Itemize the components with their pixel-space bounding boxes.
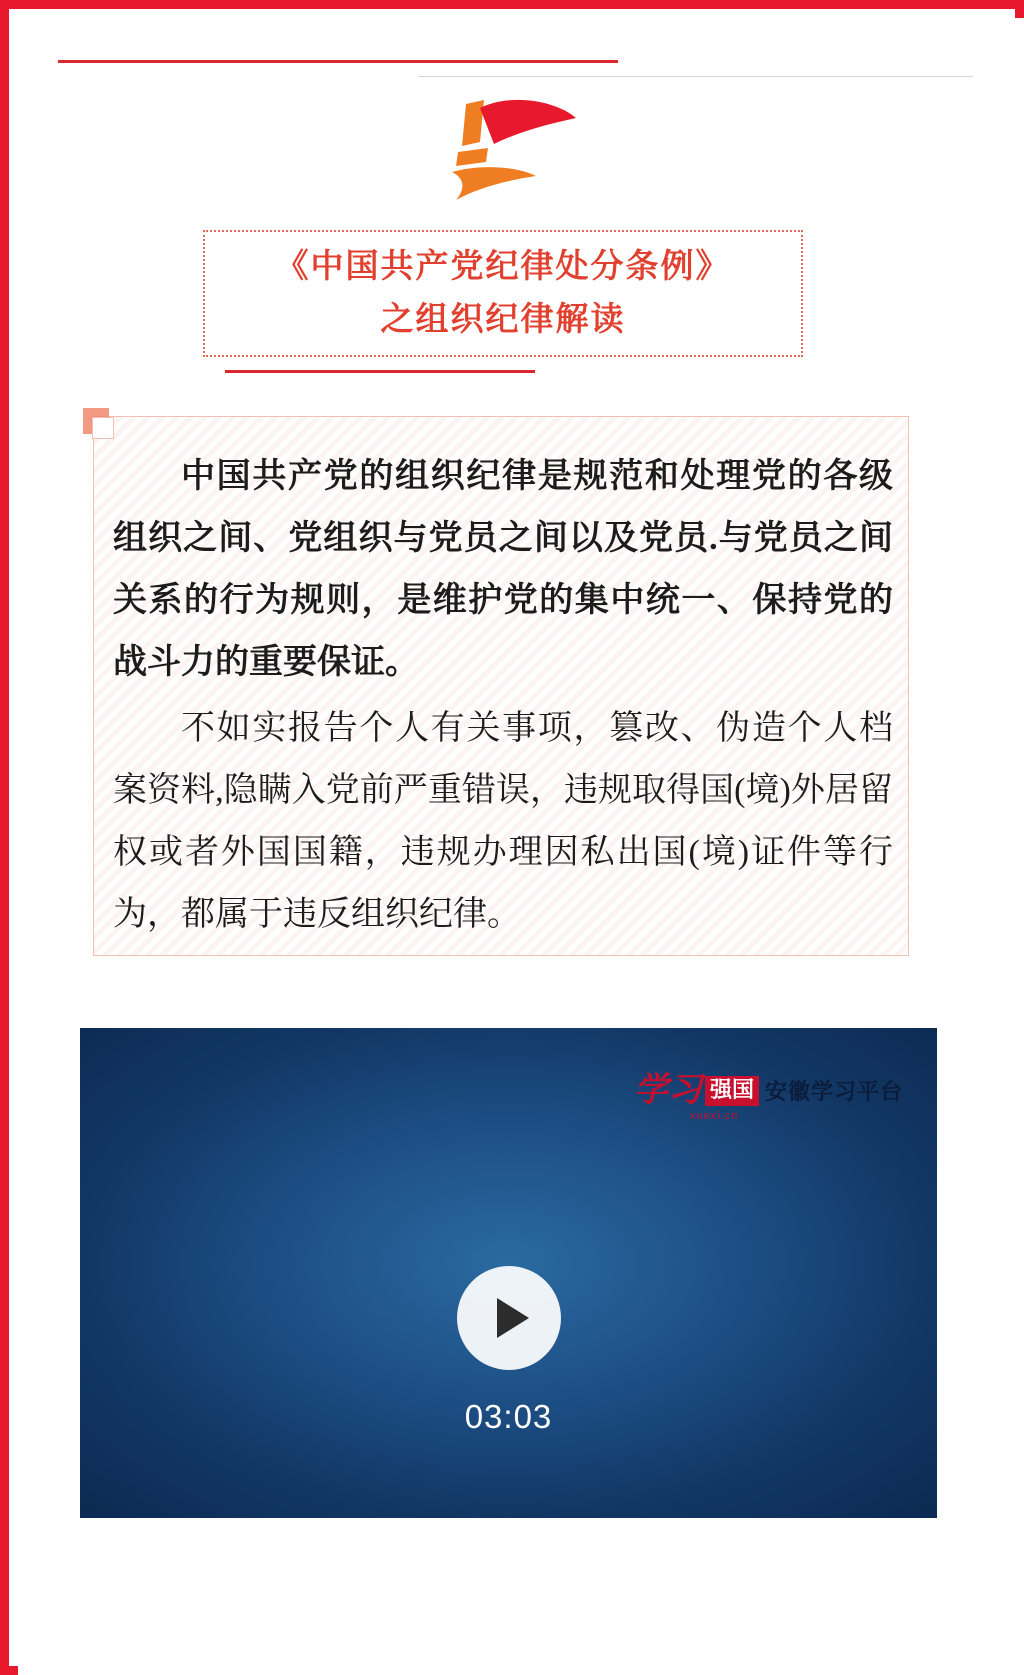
brand-char: 学习: [633, 1072, 702, 1109]
document-title-line-2: 之组织纪律解读: [380, 301, 626, 338]
brand-pinyin: xuexi.cn: [689, 1110, 739, 1122]
header-rule-right: [418, 76, 973, 77]
page-canvas: [18, 18, 1024, 1675]
party-ribbon-emblem: [408, 96, 588, 211]
xuexi-qiangguo-logo: [633, 1072, 903, 1122]
paragraph-2: 不如实报告个人有关事项，篡改、伪造个人档案资料,隐瞒入党前严重错误，违规取得国(境)外居留权或者外国国籍，违规办理因私出国(境)证件等行为，都属于违反组织纪律。: [113, 710, 893, 933]
corner-accent-inner: [92, 417, 114, 439]
brand-mark: [633, 1072, 759, 1122]
document-title-box: [203, 230, 803, 357]
title-underline-rule: [225, 370, 535, 373]
header-rule-left: [58, 60, 618, 63]
paragraph-1: 中国共产党的组织纪律是规范和处理党的各级组织之间、党组织与党员之间以及党员.与党员之间关系的行为规则，是维护党的集中统一、保持党的战斗力的重要保证。: [113, 458, 893, 681]
video-duration: 03:03: [464, 1398, 553, 1435]
brand-subtitle: 安徽学习平台: [764, 1079, 903, 1104]
body-text: [113, 446, 893, 950]
play-icon: [497, 1298, 529, 1338]
play-button[interactable]: [457, 1266, 561, 1370]
brand-chip: 强国: [705, 1076, 759, 1106]
document-title-line-1: 《中国共产党纪律处分条例》: [275, 248, 731, 285]
video-player-card[interactable]: [80, 1028, 937, 1518]
